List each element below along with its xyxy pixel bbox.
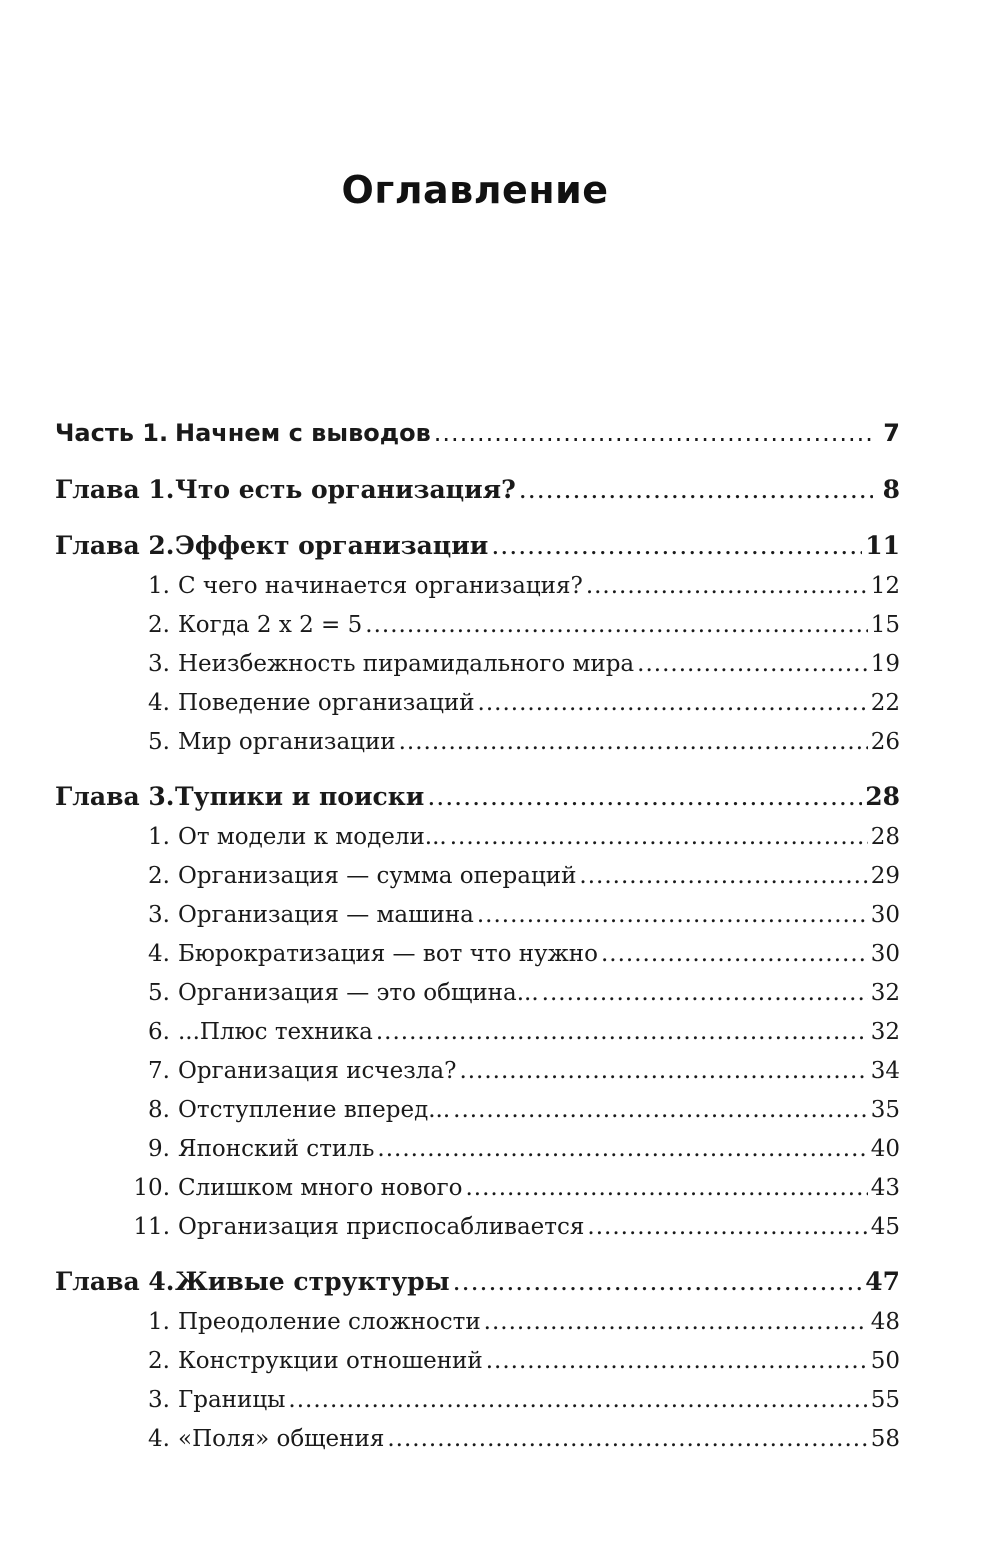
dot-leader [288,1387,867,1413]
dot-leader [453,1097,868,1123]
toc-entry-chapter [55,461,900,517]
toc-entry-page-number: 28 [870,824,900,850]
toc-entry-section [55,573,900,612]
toc-entry-title: ...Плюс техника [178,1019,373,1045]
toc-entry-page-number: 48 [870,1309,900,1335]
dot-leader [579,863,867,889]
dot-leader [519,475,873,504]
toc-entry-page-number: 8 [882,474,900,504]
dot-leader [377,1136,867,1162]
toc-entry-page-number: 11 [865,530,900,560]
table-of-contents [55,405,900,1465]
toc-entry-number: 2. [148,1348,170,1374]
dot-leader [453,1267,863,1296]
toc-entry-number: Часть 1. [55,419,169,447]
toc-entry-number: 7. [148,1058,170,1084]
dot-leader [399,729,868,755]
page-title: Оглавление [341,168,609,212]
toc-entry-title: Организация приспосабливается [178,1214,585,1240]
toc-entry-number: 1. [148,573,170,599]
toc-entry-section [55,941,900,980]
toc-entry-section [55,1214,900,1253]
dot-leader [434,419,873,447]
toc-entry-section [55,690,900,729]
toc-entry-title: Организация — сумма операций [178,863,577,889]
toc-entry-section [55,1058,900,1097]
toc-entry-number: 1. [148,1309,170,1335]
toc-entry-chapter [55,517,900,573]
toc-entry-number: Глава 1. [55,474,175,504]
toc-entry-section [55,824,900,863]
toc-entry-number: 4. [148,941,170,967]
toc-entry-title: Организация исчезла? [178,1058,457,1084]
toc-entry-number: 1. [148,824,170,850]
dot-leader [387,1426,867,1452]
dot-leader [587,1214,867,1240]
toc-entry-section [55,980,900,1019]
toc-entry-page-number: 19 [870,651,900,677]
dot-leader [586,573,868,599]
toc-entry-page-number: 35 [870,1097,900,1123]
toc-entry-title: Мир организации [178,729,396,755]
toc-entry-page-number: 50 [870,1348,900,1374]
toc-entry-page-number: 58 [870,1426,900,1452]
toc-entry-title: «Поля» общения [178,1426,385,1452]
toc-entry-number: 6. [148,1019,170,1045]
toc-entry-title: Отступление вперед... [178,1097,451,1123]
toc-entry-section [55,1019,900,1058]
dot-leader [601,941,868,967]
toc-entry-page-number: 26 [870,729,900,755]
toc-entry-number: 4. [148,1426,170,1452]
toc-entry-title: Что есть организация? [175,474,516,504]
toc-entry-title: Преодоление сложности [178,1309,481,1335]
dot-leader [466,1175,868,1201]
toc-entry-section [55,1387,900,1426]
dot-leader [478,690,868,716]
toc-entry-page-number: 43 [870,1175,900,1201]
dot-leader [459,1058,867,1084]
dot-leader [477,902,868,928]
toc-entry-title: Границы [178,1387,286,1413]
dot-leader [376,1019,868,1045]
toc-entry-section [55,1136,900,1175]
toc-entry-section [55,1348,900,1387]
toc-entry-section [55,902,900,941]
toc-entry-chapter [55,768,900,824]
toc-entry-title: Японский стиль [178,1136,375,1162]
toc-entry-page-number: 30 [870,902,900,928]
toc-entry-page-number: 45 [870,1214,900,1240]
dot-leader [637,651,868,677]
dot-leader [484,1309,868,1335]
dot-leader [542,980,868,1006]
dot-leader [450,824,868,850]
toc-entry-title: Неизбежность пирамидального мира [178,651,635,677]
toc-entry-number: 3. [148,1387,170,1413]
toc-entry-section [55,612,900,651]
toc-entry-page-number: 32 [870,1019,900,1045]
toc-entry-number: 8. [148,1097,170,1123]
toc-entry-title: Организация — это община... [178,980,539,1006]
toc-entry-number: 2. [148,612,170,638]
toc-entry-section [55,1097,900,1136]
toc-entry-title: Бюрократизация — вот что нужно [178,941,598,967]
toc-entry-title: Когда 2 х 2 = 5 [178,612,363,638]
dot-leader [486,1348,868,1374]
toc-entry-title: Эффект организации [175,530,489,560]
toc-entry-number: 11. [133,1214,170,1240]
dot-leader [365,612,867,638]
toc-entry-page-number: 29 [870,863,900,889]
toc-entry-title: Тупики и поиски [175,781,425,811]
toc-entry-number: 5. [148,980,170,1006]
toc-entry-number: 10. [133,1175,170,1201]
toc-entry-title: От модели к модели... [178,824,447,850]
toc-entry-page-number: 7 [883,419,900,447]
toc-entry-page-number: 30 [870,941,900,967]
dot-leader [427,782,862,811]
toc-entry-section [55,1309,900,1348]
toc-entry-title: Слишком много нового [178,1175,463,1201]
toc-entry-title: Поведение организаций [178,690,475,716]
toc-entry-page-number: 15 [870,612,900,638]
toc-entry-number: Глава 2. [55,530,175,560]
toc-entry-page-number: 12 [870,573,900,599]
toc-entry-chapter [55,1253,900,1309]
toc-entry-page-number: 28 [865,781,900,811]
toc-entry-title: Конструкции отношений [178,1348,483,1374]
toc-entry-part [55,405,900,461]
toc-entry-number: 3. [148,902,170,928]
toc-entry-title: С чего начинается организация? [178,573,583,599]
toc-entry-page-number: 34 [870,1058,900,1084]
toc-entry-number: 4. [148,690,170,716]
toc-entry-title: Живые структуры [175,1266,450,1296]
toc-entry-number: 3. [148,651,170,677]
toc-entry-number: 9. [148,1136,170,1162]
toc-entry-number: 2. [148,863,170,889]
dot-leader [491,531,862,560]
toc-entry-page-number: 47 [865,1266,900,1296]
toc-entry-section [55,1426,900,1465]
toc-entry-page-number: 22 [870,690,900,716]
toc-entry-title: Организация — машина [178,902,474,928]
toc-entry-section [55,651,900,690]
toc-entry-number: 5. [148,729,170,755]
toc-entry-number: Глава 3. [55,781,175,811]
toc-entry-page-number: 40 [870,1136,900,1162]
toc-entry-number: Глава 4. [55,1266,175,1296]
toc-entry-page-number: 55 [870,1387,900,1413]
toc-entry-title: Начнем с выводов [175,419,431,447]
toc-entry-page-number: 32 [870,980,900,1006]
toc-entry-section [55,729,900,768]
toc-entry-section [55,1175,900,1214]
toc-entry-section [55,863,900,902]
